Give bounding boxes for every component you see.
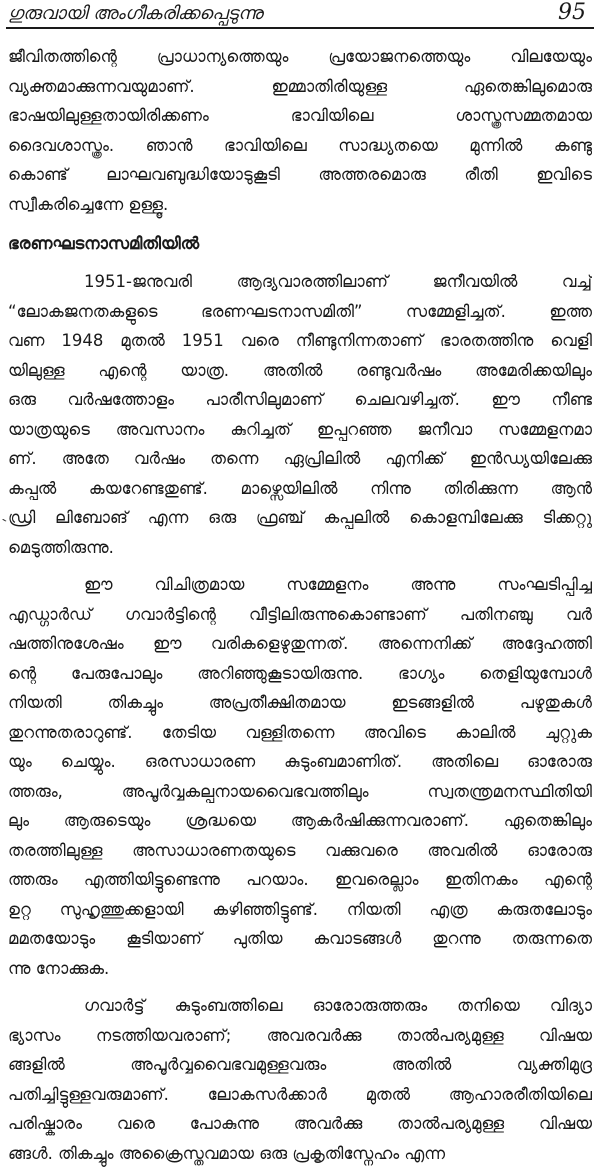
- text-line: ഡ്രി ലിബോങ് എന്ന ഒരു ഫ്രഞ്ച് കപ്പലിൽ കൊളമ്പിലേക്കു ടിക്കറ്റു: [8, 508, 592, 527]
- text-line: നിയതി തികച്ചും അപ്രതീക്ഷിതമായ ഇടങ്ങളിൽ പഴുതുകൾ: [8, 693, 592, 712]
- margin-tick-mark: `: [0, 515, 15, 536]
- text-line: ഒരു വർഷത്തോളം പാരീസിലുമാണ് ചെലവഴിച്ചത്. ഈ നീണ്ട: [8, 390, 592, 409]
- text-line: ത്തരും എത്തിയിട്ടുണ്ടെന്നു പറയാം. ഇവരെല്ലാം ഇതിനകം എന്റെ: [8, 870, 592, 889]
- paragraph: [8, 42, 592, 219]
- header-rule: [6, 27, 594, 29]
- text-line: ദൈവശാസ്ത്രം. ഞാൻ ഭാവിയിലെ സാദ്ധ്യതയെ മുന്നിൽ കണ്ടു: [8, 135, 592, 155]
- section-heading: ഭരണഘടനാസമിതിയിൽ: [8, 234, 200, 253]
- text-line: എഡ്ഗാർഡ് ഗവാർട്ടിന്റെ വീട്ടിലിരുന്നുകൊണ്ടാണ് പതിനഞ്ചു വർ: [8, 604, 592, 624]
- text-line: ന്നു നോക്കുക.: [8, 958, 110, 978]
- text-line: യിലുള്ള എന്റെ യാത്ര. അതിൽ രണ്ടുവർഷം അമേരിക്കയിലും: [8, 360, 592, 380]
- text-line: ണ്. അതേ വർഷം തന്നെ ഏപ്രിലിൽ എനിക്ക് ഇൻഡ്യയിലേക്കു: [8, 449, 592, 468]
- text-line: ഉറ്റ സുഹൃത്തുക്കളായി കഴിഞ്ഞിട്ടുണ്ട്. നിയതി എത്ര കരുതലോടും: [8, 899, 592, 919]
- text-line: ങ്ങൾ. തികച്ചും അക്രൈസ്തവമായ ഒരു പ്രകൃതിസ്നേഹം എന്ന: [8, 1143, 446, 1163]
- text-line: “ലോകജനതകളുടെ ഭരണഘടനാസമിതി” സമ്മേളിച്ചത്. ഇത്ത: [8, 301, 592, 321]
- text-line: ജീവിതത്തിന്റെ പ്രാധാന്യത്തെയും പ്രയോജനത്തെയും വിലയേയും: [8, 47, 592, 66]
- intro-block: [8, 42, 592, 219]
- text-line: കപ്പൽ കയറേണ്ടതുണ്ട്. മാഴ്സെയിലിൽ നിന്നു തിരിക്കുന്ന ആൻ: [8, 478, 592, 498]
- text-line: ലും ആരുടെയും ശ്രദ്ധയെ ആകർഷിക്കുന്നവരാണ്. ഏതെങ്കിലും: [8, 811, 592, 830]
- text-line: വണ 1948 മുതൽ 1951 വരെ നീണ്ടുനിന്നതാണ് ഭാരതത്തിനു വെളി: [8, 331, 592, 350]
- page-body: [8, 42, 592, 1176]
- text-line: യും ചെയ്യും. ഒരസാധാരണ കുടുംബമാണിത്. അതിലെ ഓരോരു: [8, 752, 592, 771]
- text-line: ഈ വിചിത്രമായ സമ്മേളനം അന്നു സംഘടിപ്പിച്ച: [84, 575, 592, 594]
- text-line: യാത്രയുടെ അവസാനം കുറിച്ചത് ഇപ്പറഞ്ഞ ജനീവാ സമ്മേളനമാ: [8, 419, 592, 439]
- text-line: മമതയോടും കൂടിയാണ് പുതിയ കവാടങ്ങൾ തുറന്നു തരുന്നതെ: [8, 929, 592, 948]
- text-line: പതിച്ചിട്ടുള്ളവരുമാണ്. ലോകസർക്കാർ മുതൽ ആഹാരരീതിയിലെ: [8, 1084, 592, 1104]
- paragraph: [8, 570, 592, 983]
- paragraph: [8, 267, 592, 562]
- page-number: 95: [558, 0, 586, 25]
- text-line: തരത്തിലുള്ള അസാധാരണതയുടെ വക്കുവരെ അവരിൽ ഓരോരു: [8, 840, 592, 860]
- text-line: ഷത്തിനുശേഷം ഈ വരികളെഴുതുന്നത്. അന്നെനിക്ക് അദ്ദേഹത്തി: [8, 634, 592, 653]
- text-line: ത്തരും, അപൂർവ്വകല്പനായവൈഭവത്തിലും സ്വതന്ത്രമനസ്ഥിതിയി: [8, 781, 592, 801]
- text-line: ഭാഷയിലുള്ളതായിരിക്കണം ഭാവിയിലെ ശാസ്ത്രസമ്മതമായ: [8, 106, 592, 125]
- section-body: [8, 267, 592, 1168]
- text-line: ങ്ങളിൽ അപൂർവ്വവൈഭവമുള്ളവരും അതിൽ വ്യക്തിമുദ്ര: [8, 1055, 592, 1074]
- text-line: ഭ്യാസം നടത്തിയവരാണ്; അവരവർക്കു താൽപര്യമുള്ള വിഷയ: [8, 1025, 592, 1045]
- running-title: ഗുരുവായി അംഗീകരിക്കപ്പെടുന്നു: [8, 3, 263, 24]
- text-line: ന്റെ പേരുപോലും അറിഞ്ഞുകൂടായിരുന്നു. ഭാഗ്യം തെളിയുമ്പോൾ: [8, 663, 592, 683]
- text-line: പരിഷ്കാരം വരെ പോകുന്നു അവർക്കു താൽപര്യമുള്ള വിഷയ: [8, 1114, 592, 1133]
- text-line: വ്യക്തമാക്കുന്നവയുമാണ്. ഇമ്മാതിരിയുള്ള ഏതെങ്കിലുമൊരു: [8, 76, 592, 96]
- text-line: മെടുത്തിരുന്നു.: [8, 537, 114, 557]
- text-line: സ്വീകരിച്ചെന്നേ ഉള്ളൂ.: [8, 194, 169, 214]
- paragraph: [8, 991, 592, 1168]
- text-line: കൊണ്ട് ലാഘവബുദ്ധിയോടുകൂടി അത്തരമൊരു രീതി ഇവിടെ: [8, 165, 592, 184]
- text-line: 1951-ജനുവരി ആദ്യവാരത്തിലാണ് ജനീവയിൽ വച്ച്: [84, 272, 592, 291]
- text-line: തുറന്നുതരാറുണ്ട്. തേടിയ വള്ളിതന്നെ അവിടെ കാലിൽ ചുറ്റുക: [8, 722, 592, 742]
- text-line: ഗവാർട്ട് കുടുംബത്തിലെ ഓരോരുത്തരും തനിയെ വിദ്യാ: [84, 996, 592, 1015]
